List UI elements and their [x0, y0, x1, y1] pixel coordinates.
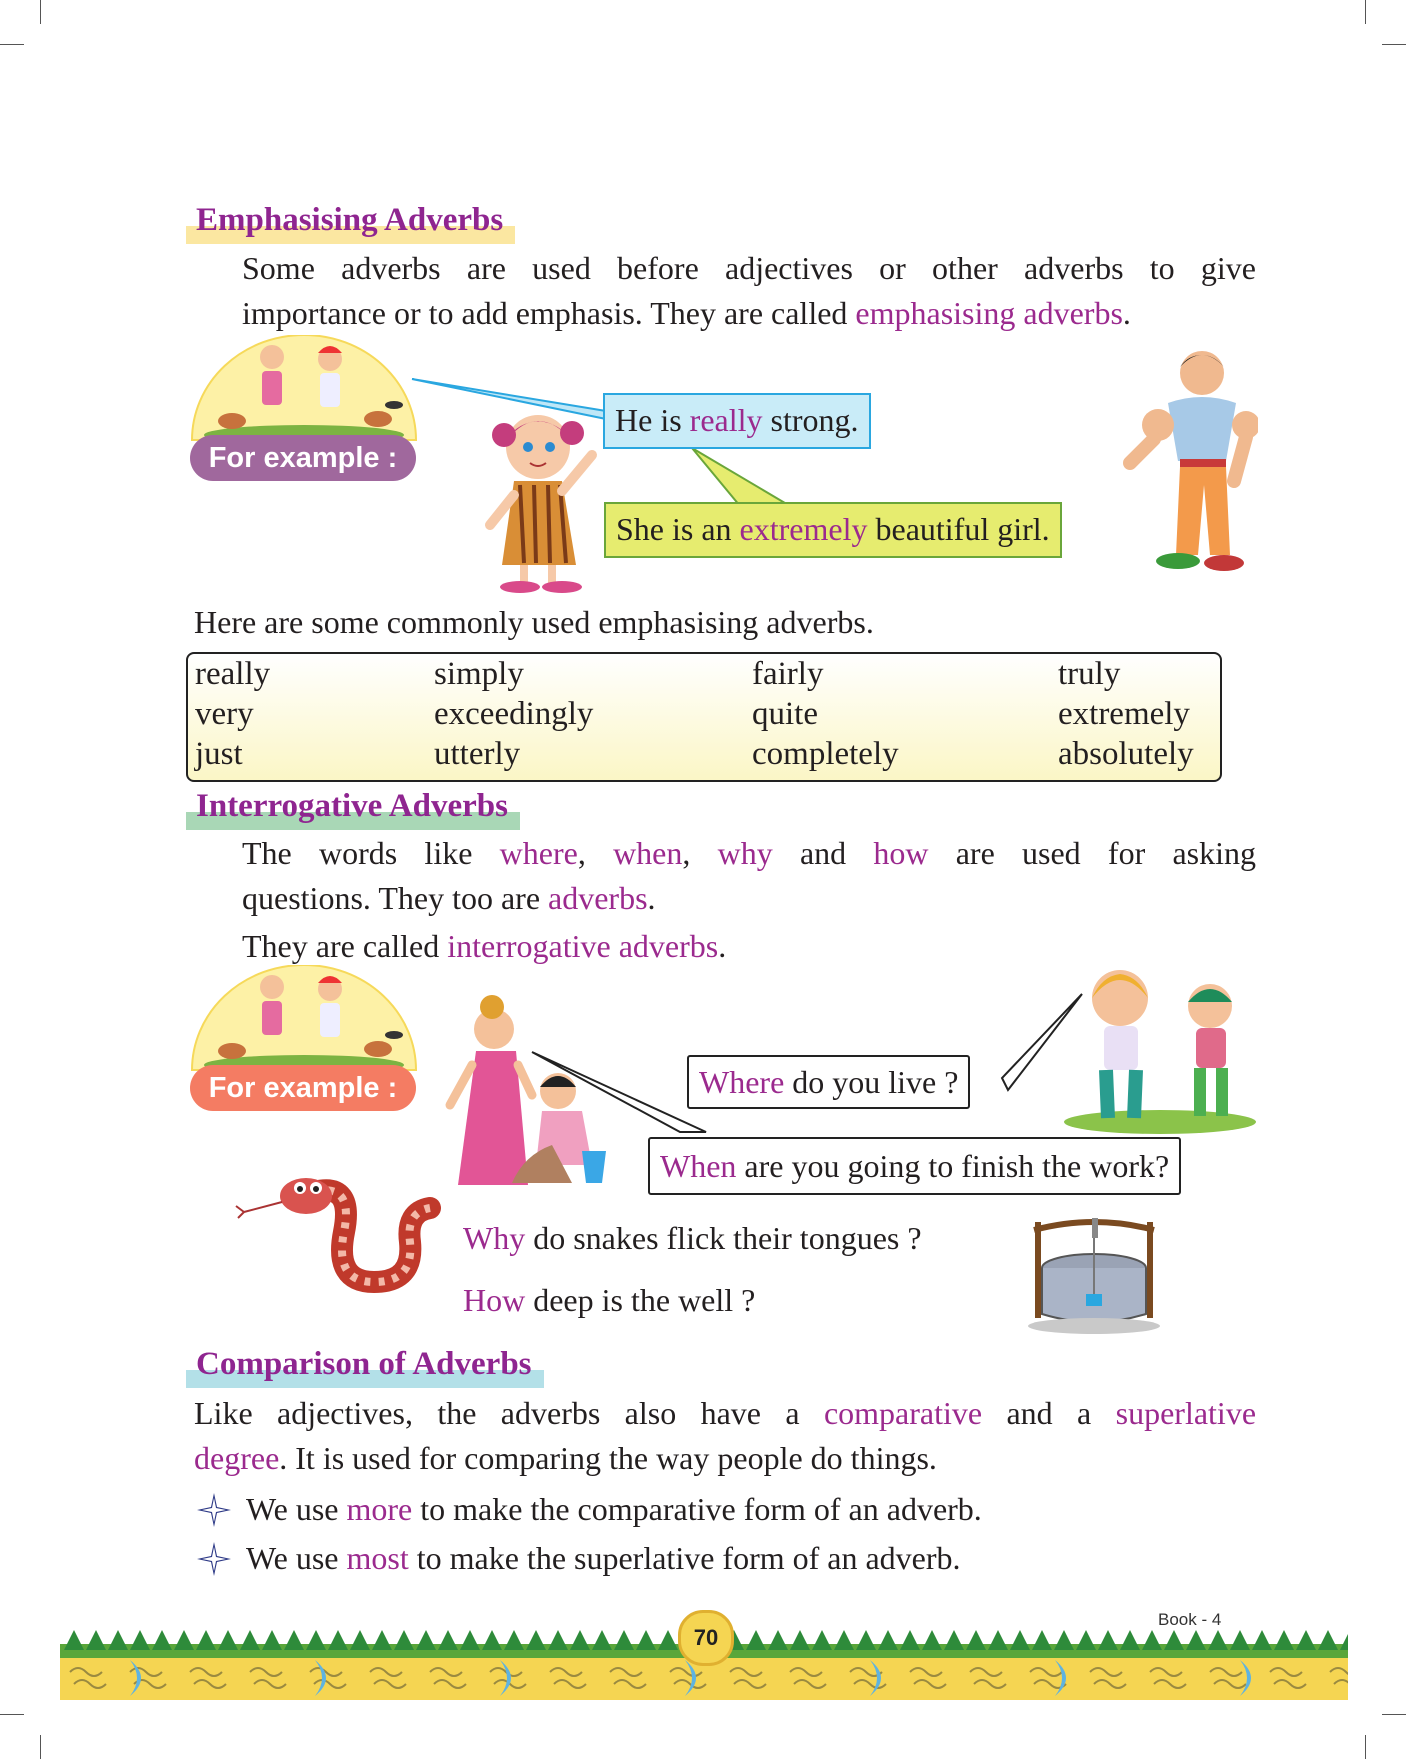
heading-interrogative-adverbs: Interrogative Adverbs	[186, 786, 520, 830]
well-illustration	[1024, 1218, 1164, 1338]
interrogative-p1-line2: questions. They too are adverbs.	[242, 880, 656, 916]
speech-bubble-extremely: She is an extremely beautiful girl.	[604, 502, 1062, 558]
word-item: extremely	[1058, 696, 1190, 732]
question-why: Why do snakes flick their tongues ?	[463, 1220, 922, 1256]
heading-emphasising-adverbs: Emphasising Adverbs	[186, 200, 515, 244]
for-example-illustration	[188, 335, 420, 445]
comparison-p1-line2: degree. It is used for comparing the way people do things.	[194, 1440, 937, 1476]
word-item: very	[195, 696, 254, 732]
emphasising-adverbs-box	[186, 652, 1222, 782]
list-intro: Here are some commonly used emphasising adverbs.	[194, 604, 874, 640]
word-column-3	[752, 654, 899, 774]
word-item: utterly	[434, 736, 521, 772]
interrogative-p2: They are called interrogative adverbs.	[242, 928, 727, 964]
comparison-p1-line1: Like adjectives, the adverbs also have a comparative and a superlative	[194, 1395, 1257, 1431]
word-item: fairly	[752, 656, 824, 692]
for-example-badge: For example :	[190, 435, 416, 481]
word-item: simply	[434, 656, 524, 692]
interrogative-p1-line1: The words like where, when, why and how are used for asking	[242, 835, 1257, 871]
for-example-badge: For example :	[190, 1065, 416, 1111]
strong-man-illustration	[1118, 345, 1258, 585]
word-column-1	[195, 654, 270, 774]
question-when: When are you going to finish the work?	[648, 1137, 1181, 1195]
book-label: Book - 4	[1158, 1610, 1222, 1629]
word-item: really	[195, 656, 271, 692]
speech-tail-when	[530, 1050, 710, 1135]
intro-line-1: Some adverbs are used before adjectives or other adverbs to give	[242, 250, 1256, 286]
heading-comparison-of-adverbs: Comparison of Adverbs	[186, 1344, 544, 1388]
word-item: just	[195, 736, 243, 772]
question-where: Where do you live ?	[687, 1055, 970, 1109]
snake-illustration	[234, 1172, 444, 1306]
word-item: absolutely	[1058, 736, 1194, 772]
kids-talking-illustration	[1060, 962, 1260, 1134]
word-column-2	[434, 654, 593, 774]
word-column-4	[1058, 654, 1194, 774]
word-item: completely	[752, 736, 899, 772]
star-bullet-icon	[196, 1492, 232, 1528]
bullet-more: We use more to make the comparative form of an adverb.	[246, 1491, 982, 1527]
star-bullet-icon	[196, 1541, 232, 1577]
question-how: How deep is the well ?	[463, 1282, 756, 1318]
girl-illustration	[480, 405, 610, 595]
intro-line-2: importance or to add emphasis. They are called emphasising adverbs.	[242, 295, 1131, 331]
for-example-illustration	[188, 965, 420, 1075]
page-number-badge: 70	[678, 1610, 734, 1666]
word-item: truly	[1058, 656, 1121, 692]
bullet-most: We use most to make the superlative form of an adverb.	[246, 1540, 961, 1576]
word-item: exceedingly	[434, 696, 594, 732]
speech-bubble-really: He is really strong.	[603, 393, 871, 449]
speech-tail-girl	[680, 444, 800, 510]
word-item: quite	[752, 696, 818, 732]
